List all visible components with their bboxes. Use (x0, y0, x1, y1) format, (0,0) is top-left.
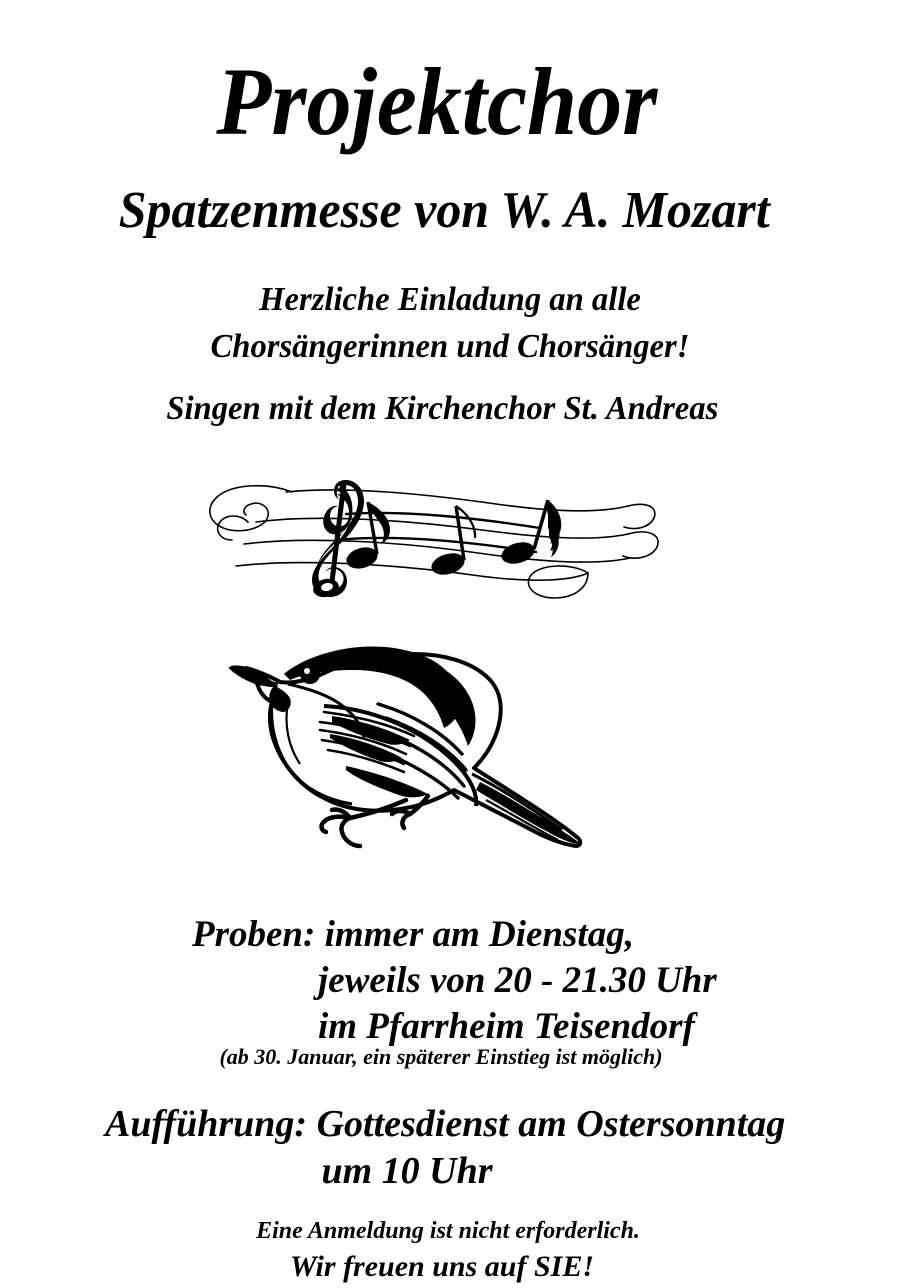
music-staff-icon (196, 470, 666, 610)
invitation-line-1: Herzliche Einladung an alle (259, 281, 641, 318)
music-staff-illustration (196, 470, 666, 610)
poster-subtitle: Spatzenmesse von W. A. Mozart (118, 182, 770, 239)
sparrow-icon (228, 630, 608, 880)
rehearsal-line-3: im Pfarrheim Teisendorf (318, 1006, 695, 1047)
closing-line-2: Wir freuen uns auf SIE! (290, 1250, 594, 1283)
rehearsal-line-2: jeweils von 20 - 21.30 Uhr (318, 960, 717, 1001)
poster-title: Projektchor (216, 48, 658, 155)
bird-eye (300, 664, 320, 684)
rehearsal-line-1: Proben: immer am Dienstag, (192, 914, 634, 955)
performance-line-2: um 10 Uhr (321, 1150, 493, 1192)
sparrow-illustration (228, 630, 608, 880)
rehearsal-note: (ab 30. Januar, ein späterer Einstieg ist möglich) (219, 1044, 663, 1069)
closing-line-1: Eine Anmeldung ist nicht erforderlich. (256, 1218, 640, 1244)
participation-line: Singen mit dem Kirchenchor St. Andreas (166, 390, 719, 427)
performance-line-1: Aufführung: Gottesdienst am Ostersonntag (105, 1103, 786, 1145)
invitation-line-2: Chorsängerinnen und Chorsänger! (210, 328, 690, 365)
